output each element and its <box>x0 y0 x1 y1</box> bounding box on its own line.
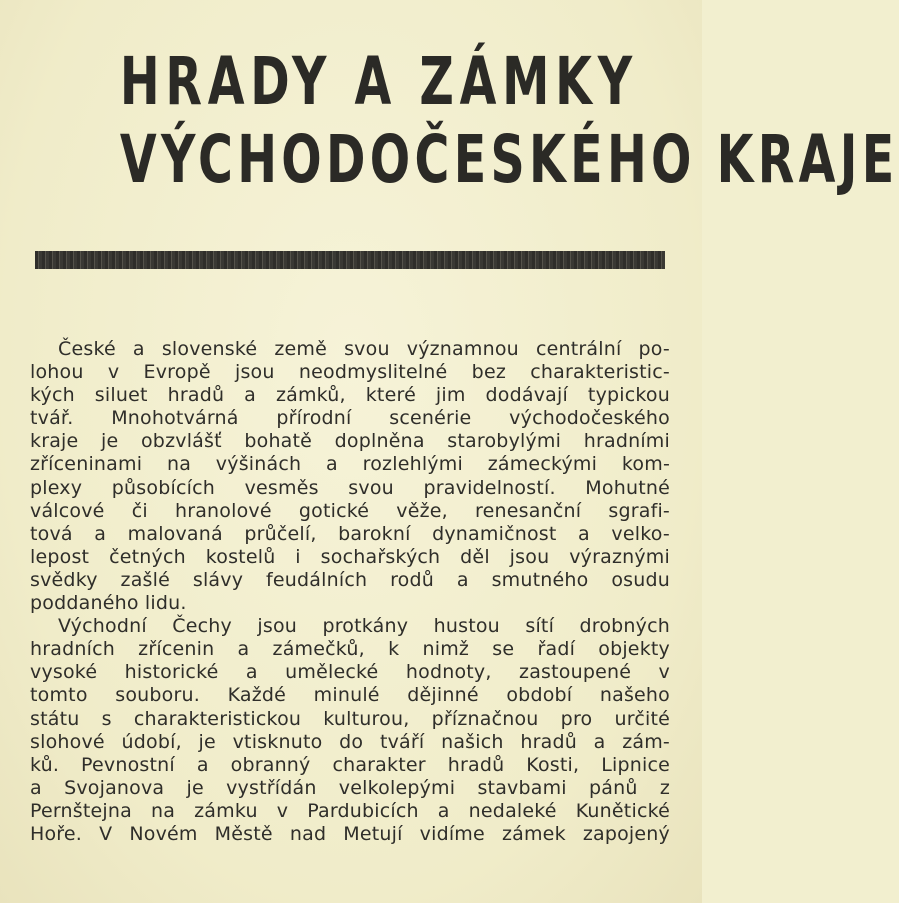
text-line: zříceninami na výšinách a rozlehlými zámeckými kom- <box>30 453 670 476</box>
text-line: vysoké historické a umělecké hodnoty, zastoupené v <box>30 661 670 684</box>
text-line: tvář. Mnohotvárná přírodní scenérie východočeského <box>30 407 670 430</box>
text-line: svědky zašlé slávy feudálních rodů a smutného osudu <box>30 568 670 591</box>
text-line: Východní Čechy jsou protkány hustou sítí drobných <box>58 615 670 638</box>
text-line: tová a malovaná průčelí, barokní dynamičnost a velko- <box>30 522 670 545</box>
decorative-rule <box>35 251 665 269</box>
text-line: ků. Pevnostní a obranný charakter hradů Kosti, Lipnice <box>30 753 670 776</box>
text-line: kraje je obzvlášť bohatě doplněna starobylými hradními <box>30 430 670 453</box>
text-line: České a slovenské země svou významnou centrální po- <box>58 338 670 360</box>
text-line: plexy působících vesměs svou pravidelností. Mohutné <box>30 476 670 499</box>
title-line-1: HRADY A ZÁMKY <box>119 43 638 120</box>
text-line: Pernštejna na zámku v Pardubicích a nedaleké Kunětické <box>30 799 670 822</box>
text-line: tomto souboru. Každé minulé dějinné období našeho <box>30 684 670 707</box>
title-line-2: VÝCHODOČESKÉHO KRAJE <box>119 121 899 198</box>
text-line: a Svojanova je vystřídán velkolepými stavbami pánů z <box>30 776 670 799</box>
text-line: Hoře. V Novém Městě nad Metují vidíme zámek zapojený <box>30 822 670 845</box>
text-line: válcové či hranolové gotické věže, renesanční sgrafi- <box>30 499 670 522</box>
body-text <box>30 338 670 846</box>
text-line: lepost četných kostelů i sochařských děl jsou výraznými <box>30 545 670 568</box>
text-line: státu s charakteristickou kulturou, příznačnou pro určité <box>30 707 670 730</box>
text-line: hradních zřícenin a zámečků, k nimž se řadí objekty <box>30 638 670 661</box>
text-line: lohou v Evropě jsou neodmyslitelné bez charakteristic- <box>30 361 670 384</box>
text-line: kých siluet hradů a zámků, které jim dodávají typickou <box>30 384 670 407</box>
text-line: slohové údobí, je vtisknuto do tváří našich hradů a zám- <box>30 730 670 753</box>
text-line: poddaného lidu. <box>30 592 187 615</box>
